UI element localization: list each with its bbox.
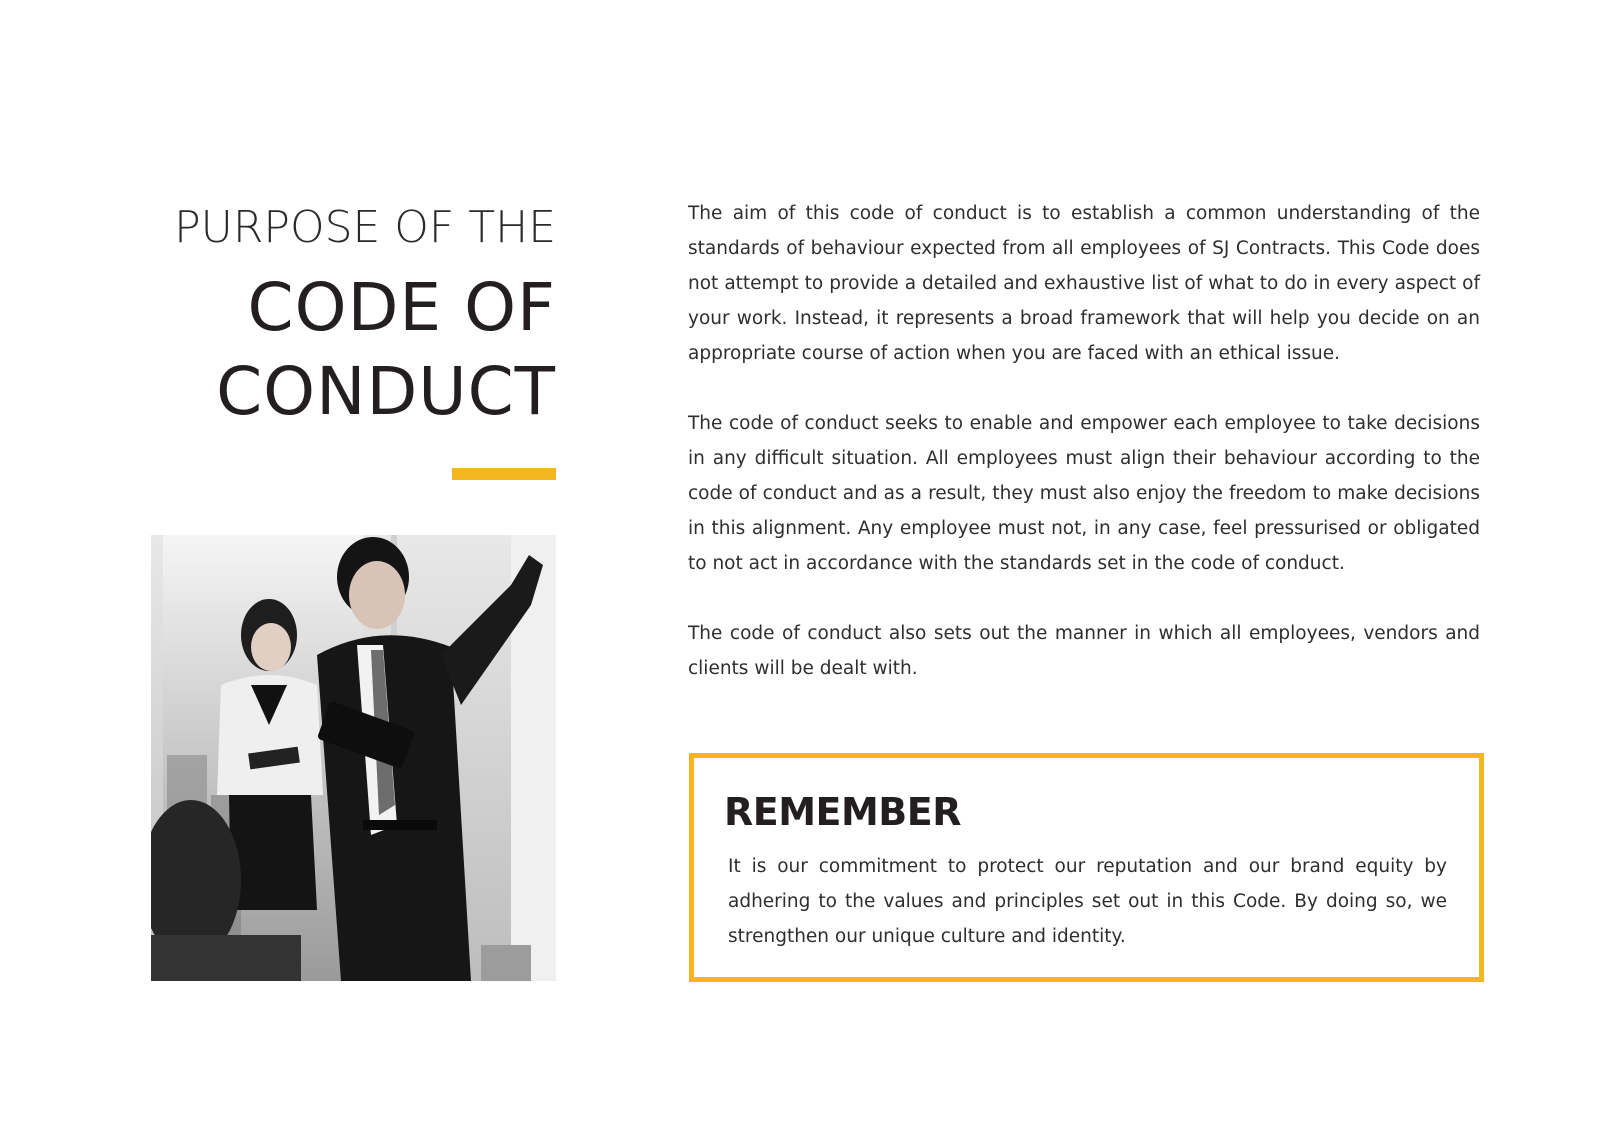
accent-divider (452, 468, 556, 480)
paragraph-1: The aim of this code of conduct is to establish a common understanding of the standards of behaviour expected from all employees of SJ Contracts. This Code does not attempt to provide a detailed and exhaustive list of what to do in every aspect of your work. Instead, it represents a broad framework that will help you decide on an appropriate course of action when you are faced with an ethical issue. (688, 203, 1480, 364)
heading-bold-line-1: CODE OF (247, 269, 556, 346)
heading-light-line: PURPOSE OF THE (174, 202, 556, 253)
remember-callout (689, 753, 1484, 982)
heading-bold-line-2: CONDUCT (216, 353, 556, 430)
remember-text: It is our commitment to protect our reputation and our brand equity by adhering to the values and principles set out in this Code. By doing so, we strengthen our unique culture and identity. (728, 856, 1447, 947)
business-meeting-photo (151, 535, 556, 981)
body-text (688, 196, 1480, 721)
paragraph-2: The code of conduct seeks to enable and empower each employee to take decisions in any difficult situation. All employees must align their behaviour according to the code of conduct and as a result, they must also enjoy the freedom to make decisions in this alignment. Any employee must not, in any case, feel pressurised or obligated to not act in accordance with the standards set in the code of conduct. (688, 413, 1480, 574)
page-heading (140, 200, 556, 434)
remember-title: REMEMBER (724, 790, 961, 834)
paragraph-3: The code of conduct also sets out the manner in which all employees, vendors and clients will be dealt with. (688, 623, 1480, 679)
